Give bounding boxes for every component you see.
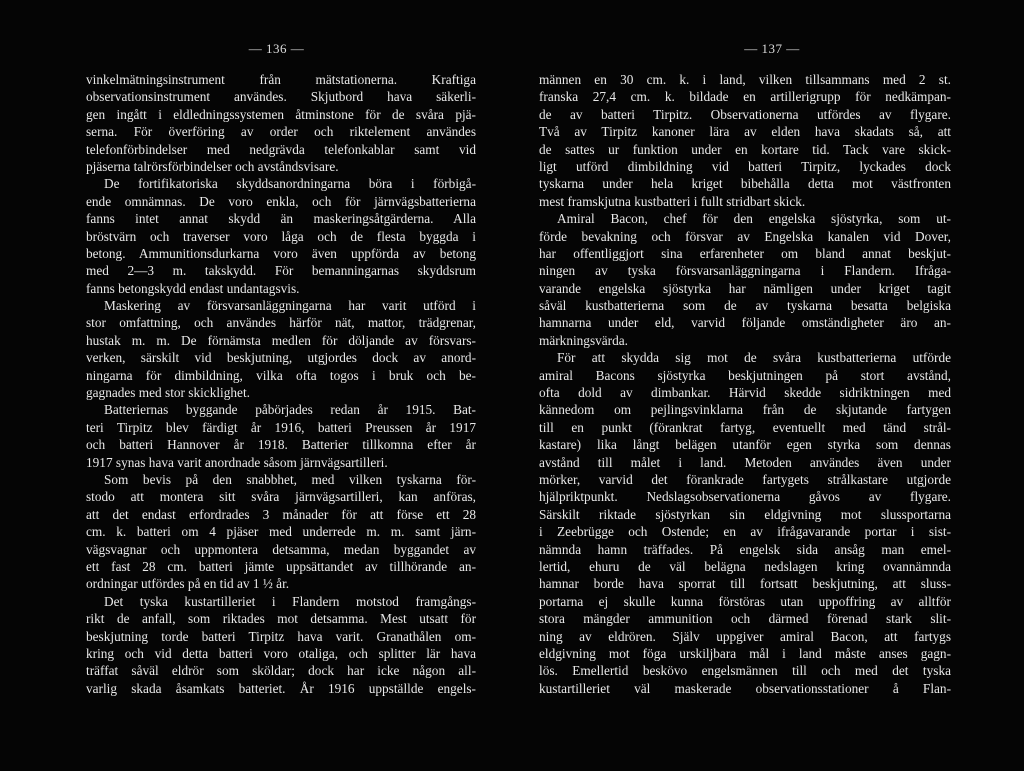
text-line: hamnarna under eld, varvid följande omständigheter äro an- xyxy=(539,315,951,331)
text-line: mörker, varvid det förankrade fartygets strålkastare utgjorde xyxy=(539,471,951,487)
text-line: i Zeebrügge och Ostende; en av ifrågavarande portar i sist- xyxy=(539,524,951,540)
text-column xyxy=(539,71,951,697)
text-line: hamnar borde hava sporrat till fortsatt beskjutning, att sluss- xyxy=(539,576,951,592)
text-line: teri Tirpitz blev färdigt år 1916, batteri Preussen år 1917 xyxy=(86,419,476,435)
text-line: Amiral Bacon, chef för den engelska sjöstyrka, som ut- xyxy=(557,211,951,227)
text-line: ningarna för dimbildning, vilka ofta togos i bruk och be- xyxy=(86,367,476,383)
text-line: franska 27,4 cm. k. bildade en artillerigrupp för nedkämpan- xyxy=(539,89,951,105)
text-line: träffat såväl eldrör som sköldar; dock har icke någon all- xyxy=(86,663,476,679)
text-line: verken, särskilt vid beskjutning, utgjordes dock av anord- xyxy=(86,350,476,366)
text-line: ningen av tyska försvarsanläggningarna i Flandern. Ifråga- xyxy=(539,263,951,279)
text-line: eldgivning mot föga urskiljbara mål i land måste anses gagn- xyxy=(539,645,951,661)
text-line: varlig skada åsamkats batteriet. År 1916 uppställde engels- xyxy=(86,680,476,696)
text-line: pjäserna talrörsförbindelser och avståndsvisare. xyxy=(86,158,339,174)
text-line: vägsvagnar och uppmontera detsamma, medan byggandet av xyxy=(86,541,476,557)
text-line: serna. För överföring av order och riktelement användes xyxy=(86,124,476,140)
text-line: kännedom om pejlingsvinklarna från de skjutande fartygen xyxy=(539,402,951,418)
text-line: med 2—3 m. takskydd. För bemanningarnas skyddsrum xyxy=(86,263,476,279)
text-line: lertid, ehuru de väl belägna nedslagen kring ovannämnda xyxy=(539,558,951,574)
text-line: observationsinstrument användes. Skjutbord hava säkerli- xyxy=(86,89,476,105)
text-line: lös. Emellertid beskövo engelsmännen till och med det tyska xyxy=(539,663,951,679)
text-line: De fortifikatoriska skyddsanordningarna böra i förbigå- xyxy=(104,176,476,192)
text-line: Särskilt riktade sjöstyrkan sin eldgivning mot slussportarna xyxy=(539,506,951,522)
text-line: gen ingått i eldledningssystemen åtminstone för de svåra pjä- xyxy=(86,106,476,122)
text-line: de av batteri Tirpitz. Observationerna utfördes av flygare. xyxy=(539,106,951,122)
text-line: rikt de anfall, som riktades mot detsamma. Mest utsatt för xyxy=(86,611,476,627)
text-line: männen en 30 cm. k. i land, vilken tillsammans med 2 st. xyxy=(539,72,951,87)
text-line: amiral Bacons sjöstyrka beskjutningen på stort avstånd, xyxy=(539,367,951,383)
text-line: förde bevakning och försvar av Engelska kanalen vid Dover, xyxy=(539,228,951,244)
text-line: hustak m. m. De förnämsta medlen för döljande av försvars- xyxy=(86,332,476,348)
text-line: hjälpriktpunkt. Nedslagsobservationerna gåvos av flygare. xyxy=(539,489,951,505)
text-line: Maskering av försvarsanläggningarna har varit utförd i xyxy=(104,298,476,314)
text-line: har offentliggjort sina erfarenheter om bland annat beskjut- xyxy=(539,245,951,261)
text-line: ning av eldrören. Själv uppgiver amiral Bacon, att fartygs xyxy=(539,628,951,644)
text-line: Batteriernas byggande påbörjades redan år 1915. Bat- xyxy=(104,402,476,418)
page-number: — 136 — xyxy=(248,41,305,56)
text-line: fanns intet annat skydd än maskeringsåtgärderna. Alla xyxy=(86,211,476,227)
text-line: kustartilleriet väl maskerade observationsstationer å Flan- xyxy=(539,680,951,696)
text-line: ofta dold av dimbankar. Härvid skedde sidriktningen med xyxy=(539,385,951,401)
text-line: beskjutning torde batteri Tirpitz hava varit. Granathålen om- xyxy=(86,628,476,644)
text-line: märkningsvärda. xyxy=(539,332,628,348)
text-line: Två av Tirpitz kanoner lära av elden hava skadats så, att xyxy=(539,124,951,140)
text-line: 1917 synas hava varit anordnade såsom järnvägsartilleri. xyxy=(86,454,388,470)
text-line: ende omnämnas. De voro enkla, och för järnvägsbatterierna xyxy=(86,193,476,209)
text-line: Som bevis på den snabbhet, med vilken tyskarna för- xyxy=(104,471,476,487)
text-line: mest framskjutna kustbatteri i fullt stridbart skick. xyxy=(539,193,806,209)
text-line: cm. k. batteri om 4 pjäser med underrede m. m. samt järn- xyxy=(86,524,476,540)
text-line: avstånd till målet i land. Metoden användes även under xyxy=(539,454,951,470)
text-line: kastare) lika långt belägen utanför egen styrka som dennas xyxy=(539,437,951,453)
text-line: varande engelska sjöstyrka har nämligen under kriget tagit xyxy=(539,280,951,296)
text-line: bröstvärn och traverser voro låga och de flesta byggda i xyxy=(86,228,476,244)
text-line: gagnades med stor skicklighet. xyxy=(86,385,250,401)
text-line: ligt utförd dimbildning vid batteri Tirpitz, lyckades dock xyxy=(539,158,951,174)
text-line: vinkelmätningsinstrument från mätstationerna. Kraftiga xyxy=(86,72,476,87)
text-line: stodo att montera sitt svåra järnvägsartilleri, kan anföras, xyxy=(86,489,476,505)
text-column xyxy=(86,71,476,697)
text-line: ordningar utfördes på en tid av 1 ½ år. xyxy=(86,576,290,592)
text-line: fanns betongskydd endast undantagsvis. xyxy=(86,280,300,296)
text-line: Det tyska kustartilleriet i Flandern motstod framgångs- xyxy=(104,593,476,609)
text-line: kring och vid detta batteri voro otaliga, och splitter lär hava xyxy=(86,645,476,661)
text-line: tyskarna under hela kriget bibehålla detta mot västfronten xyxy=(539,176,951,192)
text-line: och batteri Hannover år 1918. Batterier tillkomna efter år xyxy=(86,437,476,453)
text-line: såväl kustbatterierna som de av tyskarna besatta belgiska xyxy=(539,298,951,314)
text-line: nämnda hamn träffades. På engelsk sida ansåg man emel- xyxy=(539,541,951,557)
text-line: stora mängder ammunition och därmed förenad stark slit- xyxy=(539,611,951,627)
right-page xyxy=(520,0,1024,771)
text-line: de sattes ur funktion under en kortare tid. Tack vare skick- xyxy=(539,141,951,157)
page-number: — 137 — xyxy=(744,41,800,56)
text-line: ett fast 28 cm. batteri jämte uppsättandet av tillhörande an- xyxy=(86,558,476,574)
text-line: betong. Ammunitionsdurkarna voro även uppförda av betong xyxy=(86,245,476,261)
text-line: För att skydda sig mot de svåra kustbatterierna utförde xyxy=(557,350,951,366)
text-line: telefonförbindelser med nedgrävda telefonkablar samt vid xyxy=(86,141,476,157)
text-line: stor omfattning, och användes härför nät, mattor, trädgrenar, xyxy=(86,315,476,331)
left-page xyxy=(0,0,505,771)
text-line: till en punkt (förankrat fartyg, eventuellt med tänd strål- xyxy=(539,419,951,435)
text-line: portarna ej skulle kunna förstöras utan uppoffring av alltför xyxy=(539,593,951,609)
text-line: att det endast erfordrades 3 månader för att förse ett 28 xyxy=(86,506,476,522)
